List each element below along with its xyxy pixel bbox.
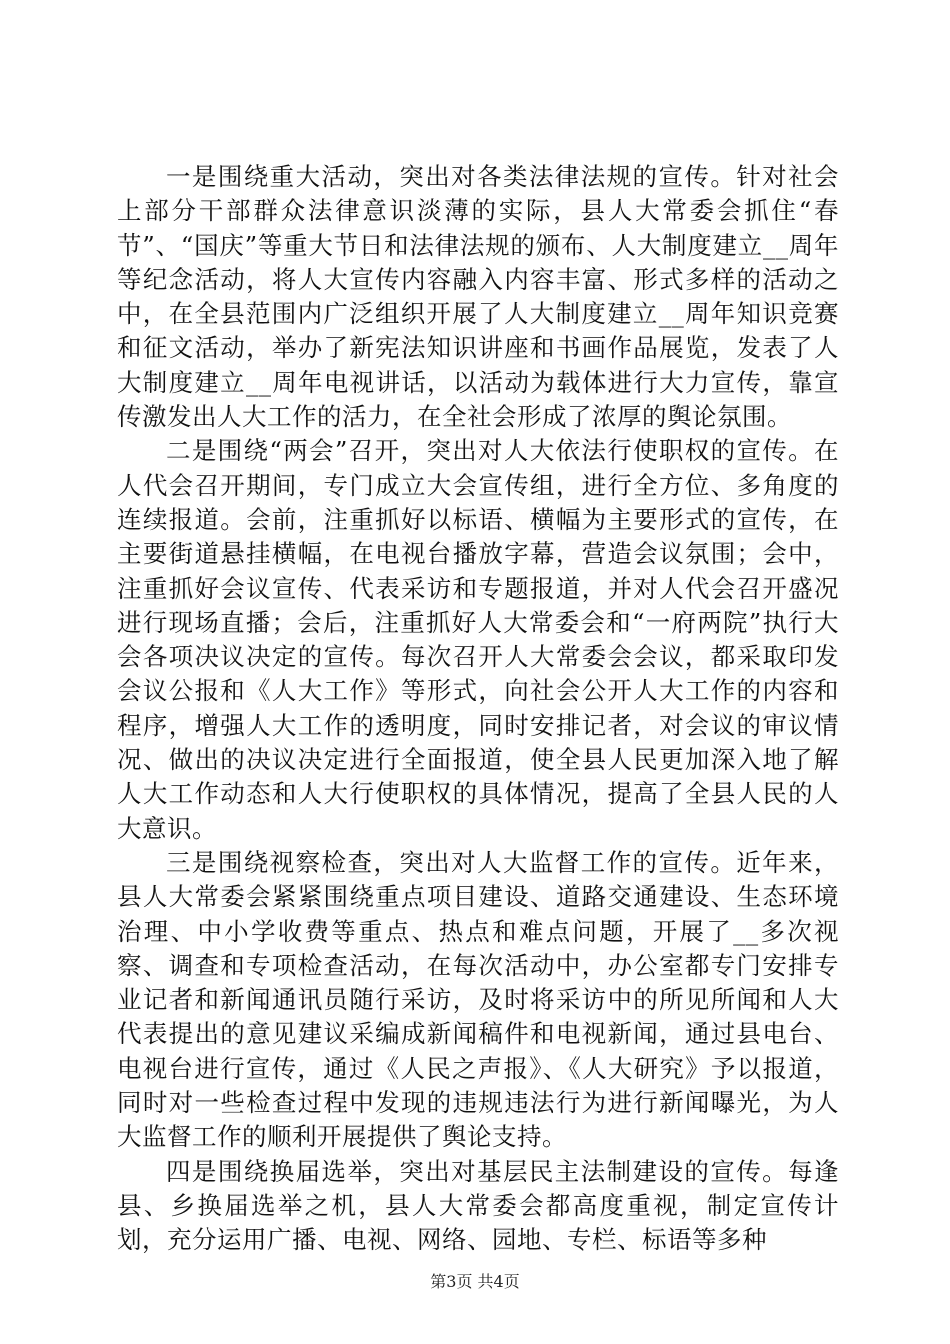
- paragraph-1: 一是围绕重大活动，突出对各类法律法规的宣传。针对社会上部分干部群众法律意识淡薄的实际，县人大常委会抓住“春节”、“国庆”等重大节日和法律法规的颁布、人大制度建立__周年等纪念活动，将人大宣传内容融入内容丰富、形式多样的活动之中，在全县范围内广泛组织开展了人大制度建立__周年知识竞赛和征文活动，举办了新宪法知识讲座和书画作品展览，发表了人大制度建立__周年电视讲话，以活动为载体进行大力宣传，靠宣传激发出人大工作的活力，在全社会形成了浓厚的舆论氛围。: [117, 162, 839, 432]
- paragraph-2: 二是围绕“两会”召开，突出对人大依法行使职权的宣传。在人代会召开期间，专门成立大会宣传组，进行全方位、多角度的连续报道。会前，注重抓好以标语、横幅为主要形式的宣传，在主要街道悬挂横幅，在电视台播放字幕，营造会议氛围；会中，注重抓好会议宣传、代表采访和专题报道，并对人代会召开盛况进行现场直播；会后，注重抓好人大常委会和“一府两院”执行大会各项决议决定的宣传。每次召开人大常委会会议，都采取印发会议公报和《人大工作》等形式，向社会公开人大工作的内容和程序，增强人大工作的透明度，同时安排记者，对会议的审议情况、做出的决议决定进行全面报道，使全县人民更加深入地了解人大工作动态和人大行使职权的具体情况，提高了全县人民的人大意识。: [117, 436, 839, 843]
- paragraph-4: 四是围绕换届选举，突出对基层民主法制建设的宣传。每逢县、乡换届选举之机，县人大常委会都高度重视，制定宣传计划，充分运用广播、电视、网络、园地、专栏、标语等多种: [117, 1156, 839, 1255]
- paragraph-3: 三是围绕视察检查，突出对人大监督工作的宣传。近年来，县人大常委会紧紧围绕重点项目建设、道路交通建设、生态环境治理、中小学收费等重点、热点和难点问题，开展了__多次视察、调查和专项检查活动，在每次活动中，办公室都专门安排专业记者和新闻通讯员随行采访，及时将采访中的所见所闻和人大代表提出的意见建议采编成新闻稿件和电视新闻，通过县电台、电视台进行宣传，通过《人民之声报》、《人大研究》予以报道，同时对一些检查过程中发现的违规违法行为进行新闻曝光，为人大监督工作的顺利开展提供了舆论支持。: [117, 847, 839, 1152]
- document-body: [117, 160, 839, 1258]
- page-number-footer: 第3页 共4页: [430, 1272, 520, 1291]
